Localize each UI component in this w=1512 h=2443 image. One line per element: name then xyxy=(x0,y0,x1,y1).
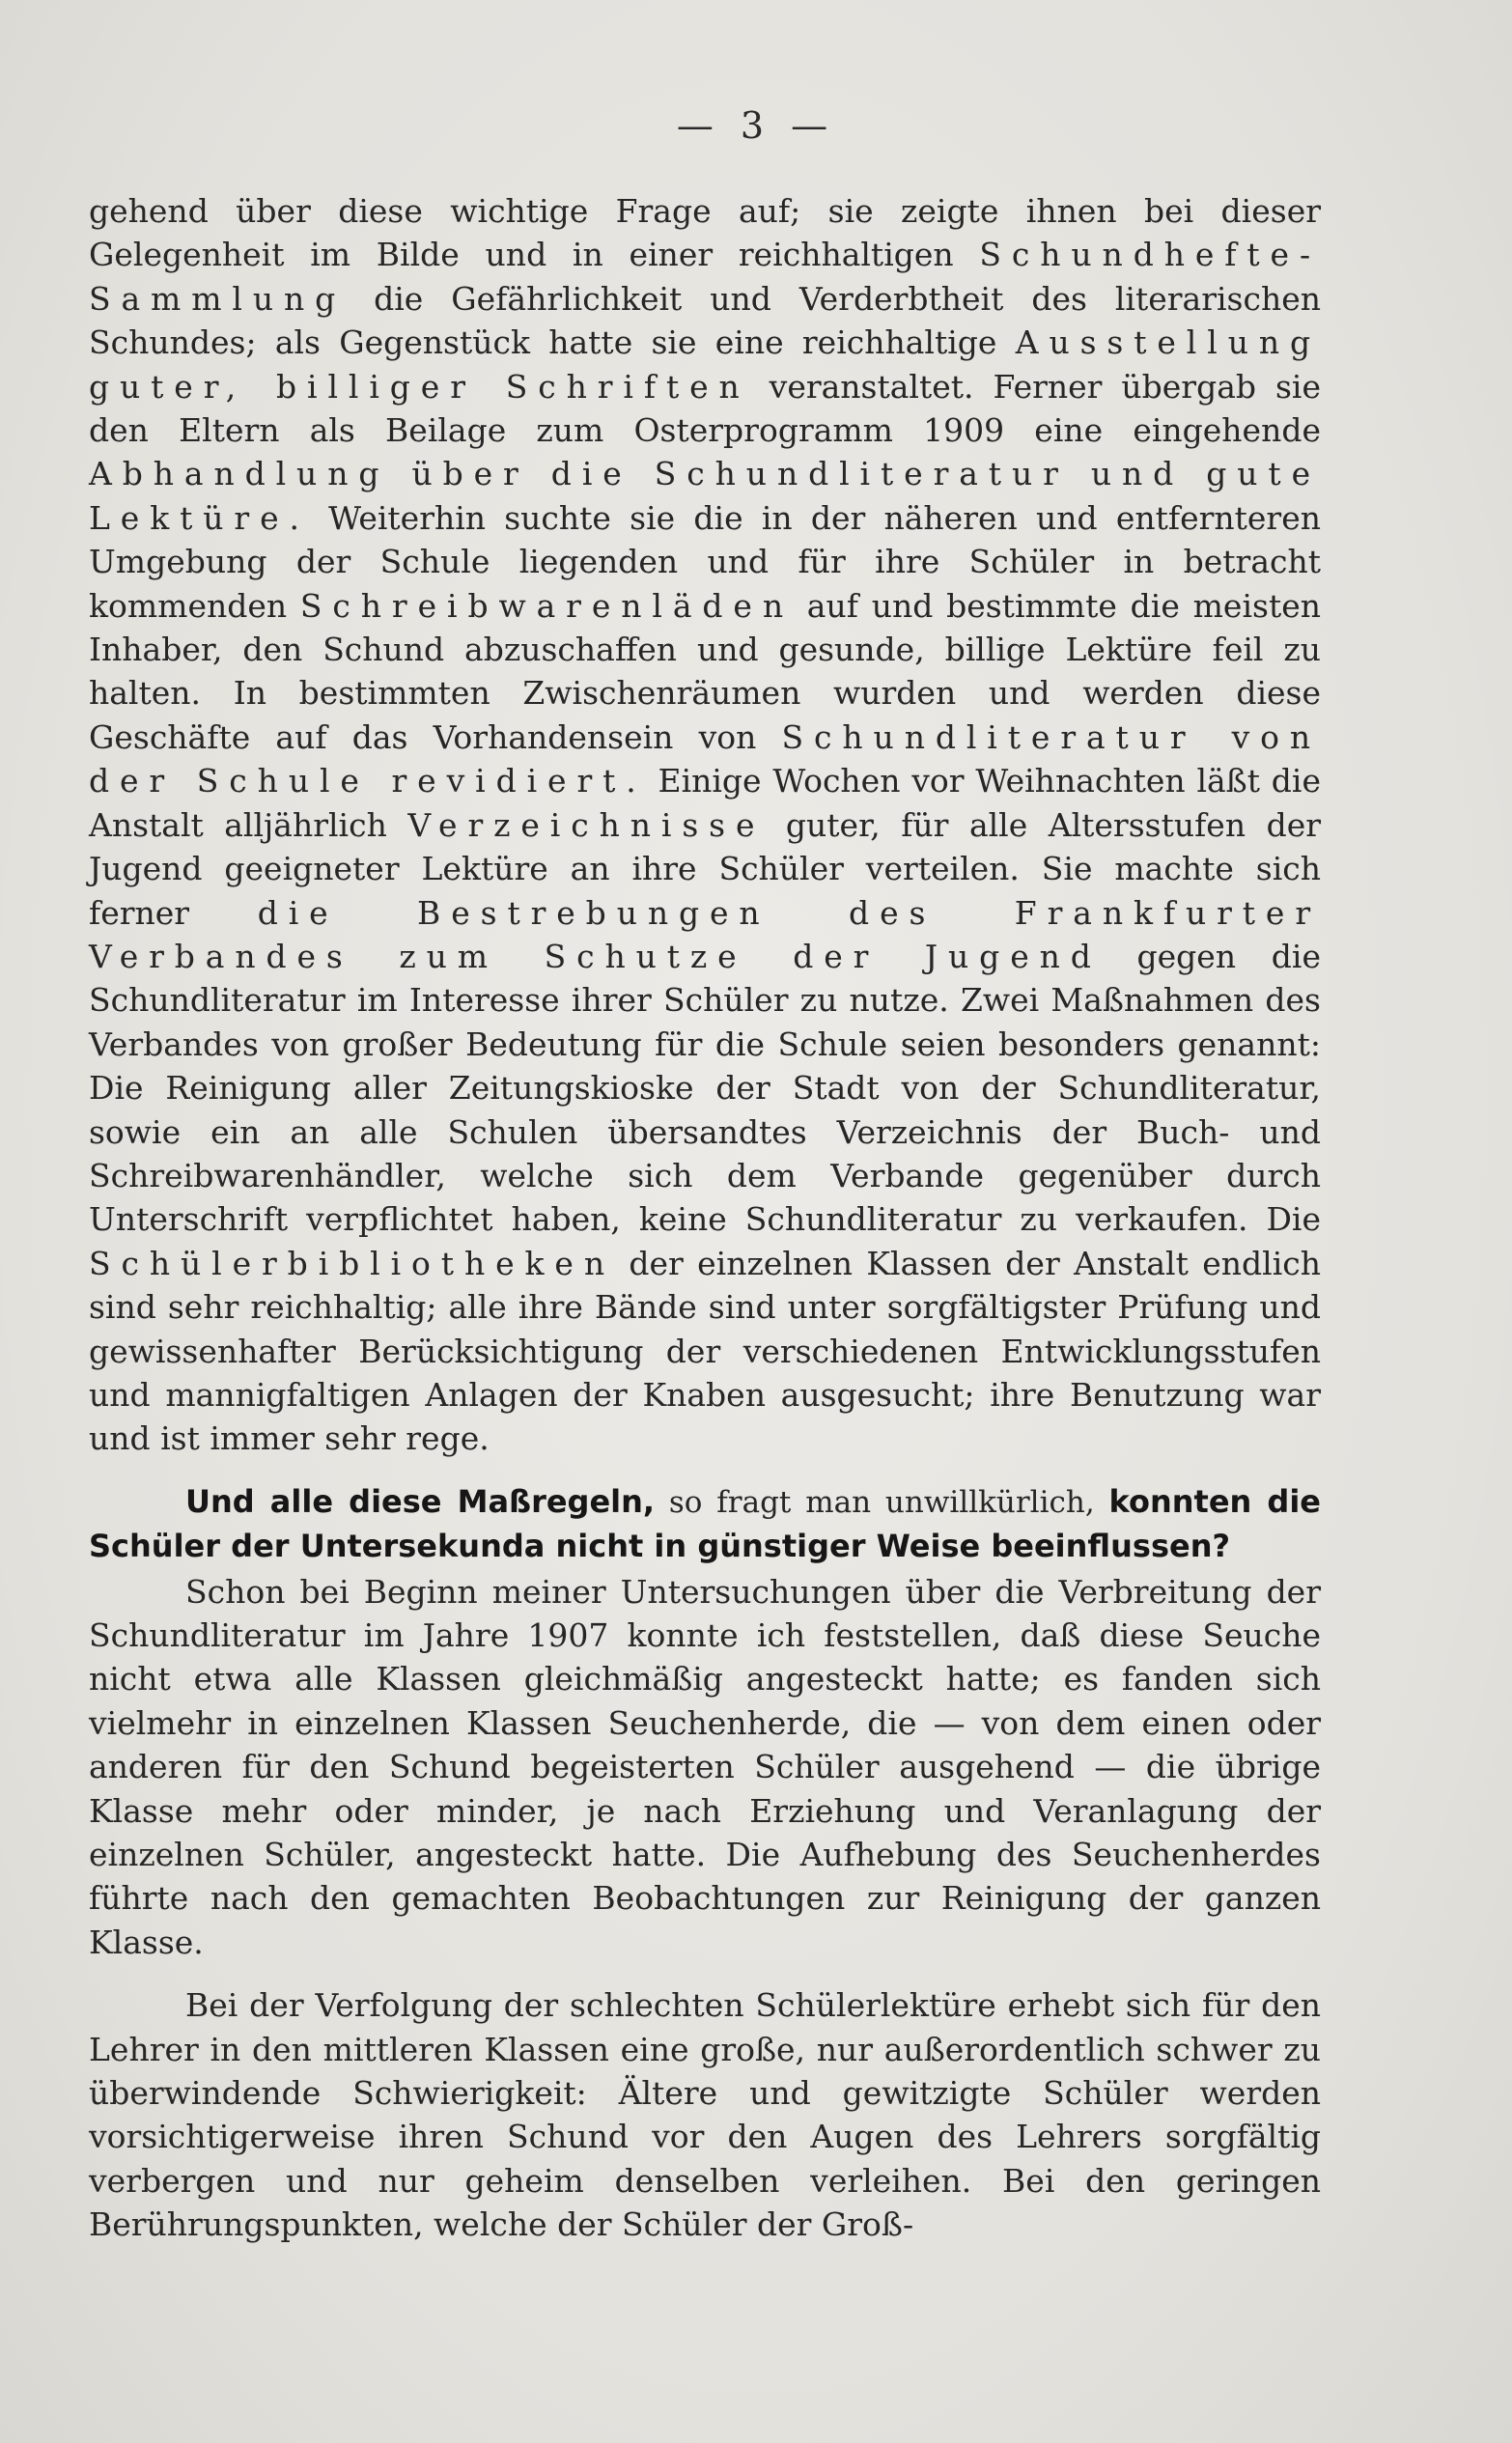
spaced-emphasis: Verzeichnisse xyxy=(407,805,766,844)
bold-question-end: konnten die Schüler der Untersekunda nicht in günstiger Weise beeinflussen? xyxy=(89,1482,1321,1565)
spaced-emphasis: Schundhefte-Sammlung xyxy=(89,236,1321,318)
text-run: gegen die Schundliteratur im Interesse ihrer Schüler zu nutze. Zwei Maßnahmen des Verbandes von großer Bedeutung für die Schule seien besonders genannt: Die Reinigung aller Zeitungskioske der Stadt von der Schundliteratur, sowie ein an alle Schulen übersandtes Verzeichnis der Buch- und Schreibwarenhändler, welche sich dem Verbande gegenüber durch Unterschrift verpflichtet haben, keine Schundliteratur zu verkaufen. Die xyxy=(89,937,1321,1239)
text-run: veranstaltet. Ferner übergab sie den Eltern als Beilage zum Osterprogramm 1909 eine eingehende xyxy=(89,367,1321,450)
spaced-emphasis: Schreibwarenläden xyxy=(299,586,794,625)
spaced-emphasis: Schundliteratur von der Schule revidiert. xyxy=(89,717,1322,800)
text-run: Einige Wochen vor Weihnachten läßt die Anstalt alljährlich xyxy=(89,762,1322,844)
paragraph-1 xyxy=(89,189,1321,1461)
text-run: gehend über diese wichtige Frage auf; sie zeigte ihnen bei dieser Gelegenheit im Bilde und in einer reichhaltigen xyxy=(89,192,1321,274)
text-run: Weiterhin suchte sie die in der näheren und entfernteren Umgebung der Schule liegenden und für ihre Schüler in betracht kommenden xyxy=(89,498,1321,625)
spaced-emphasis: Schülerbibliotheken xyxy=(89,1244,615,1282)
bold-question-start: Und alle diese Maßregeln, xyxy=(185,1482,656,1520)
page-number: — 3 — xyxy=(676,104,836,147)
body-text xyxy=(89,189,1321,2247)
paragraph-4: Bei der Verfolgung der schlechten Schülerlektüre erhebt sich für den Lehrer in den mittleren Klassen eine große, nur außerordentlich schwer zu überwindende Schwierigkeit: Ältere und gewitzigte Schüler werden vorsichtigerweise ihren Schund vor den Augen des Lehrers sorgfältig verbergen und nur geheim denselben verleihen. Bei den geringen Berührungspunkten, welche der Schüler der Groß- xyxy=(89,1986,1321,2244)
paragraph-3: Schon bei Beginn meiner Untersuchungen über die Verbreitung der Schundliteratur im Jahre 1907 konnte ich feststellen, daß diese Seuche nicht etwa alle Klassen gleichmäßig angesteckt hatte; es fanden sich vielmehr in einzelnen Klassen Seuchenherde, die — von dem einen oder anderen für den Schund begeisterten Schüler ausgehend — die übrige Klasse mehr oder minder, je nach Erziehung und Veranlagung der einzelnen Schüler, angesteckt hatte. Die Aufhebung des Seuchenherdes führte nach den gemachten Beobachtungen zur Reinigung der ganzen Klasse. xyxy=(89,1572,1321,1961)
paragraph-2 xyxy=(89,1480,1321,1570)
text-run: der einzelnen Klassen der Anstalt endlich sind sehr reichhaltig; alle ihre Bände sind unter sorgfältigster Prüfung und gewissenhafter Berücksichtigung der verschiedenen Entwicklungsstufen und mannigfaltigen Anlagen der Knaben ausgesucht; ihre Benutzung war und ist immer sehr rege. xyxy=(89,1244,1321,1458)
spaced-emphasis: Abhandlung über die Schundliteratur und gute Lektüre. xyxy=(89,455,1321,537)
spaced-emphasis: die Bestrebungen des Frankfurter Verbandes zum Schutze der Jugend xyxy=(89,893,1321,975)
text-run: guter, für alle Altersstufen der Jugend geeigneter Lektüre an ihre Schüler verteilen. Sie machte sich ferner xyxy=(89,805,1322,932)
spaced-emphasis: Ausstellung guter, billiger Schriften xyxy=(89,323,1321,406)
text-run: so fragt man unwillkürlich, xyxy=(655,1484,1109,1520)
text-run: die Gefährlichkeit und Verderbtheit des literarischen Schundes; als Gegenstück hatte sie eine reichhaltige xyxy=(89,279,1321,362)
text-run: auf und bestimmte die meisten Inhaber, den Schund abzuschaffen und gesunde, billige Lektüre feil zu halten. In bestimmten Zwischenräumen wurden und werden diese Geschäfte auf das Vorhandensein von xyxy=(89,586,1321,756)
